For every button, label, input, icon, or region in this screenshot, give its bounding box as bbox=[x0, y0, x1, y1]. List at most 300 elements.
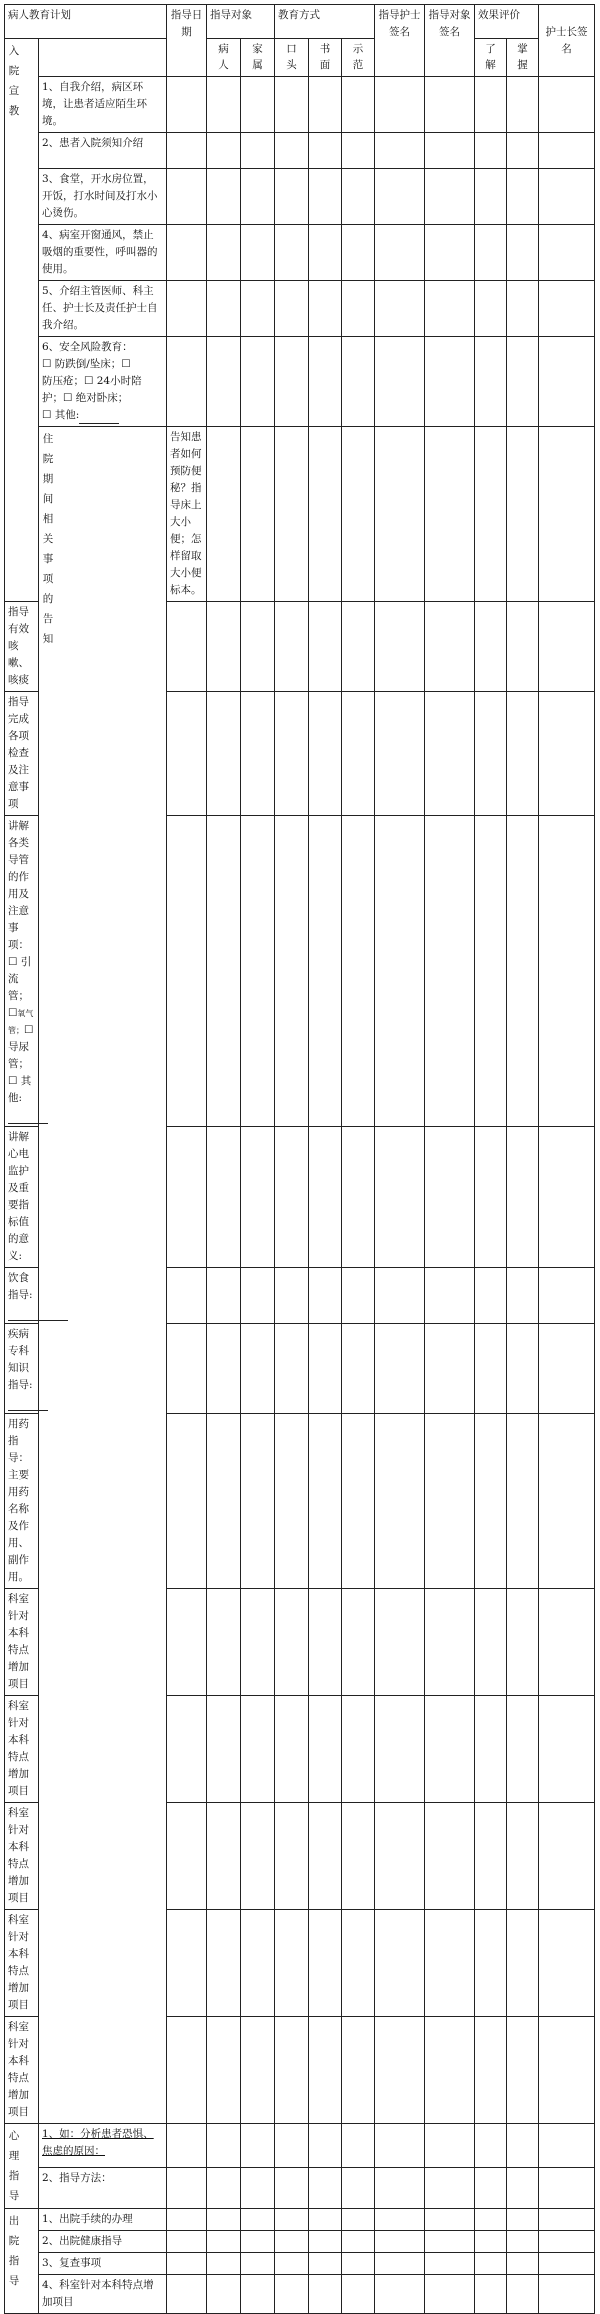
empty-cell bbox=[275, 2209, 309, 2231]
empty-cell bbox=[425, 1268, 475, 1324]
item-c1: 1、如：分析患者恐惧、焦虑的原因： bbox=[39, 2124, 167, 2168]
empty-cell bbox=[342, 1324, 375, 1414]
empty-cell bbox=[275, 1324, 309, 1414]
empty-cell bbox=[207, 1910, 241, 2017]
empty-cell bbox=[539, 2231, 595, 2253]
empty-cell bbox=[167, 1589, 207, 1696]
empty-cell bbox=[167, 1268, 207, 1324]
item-a6-line2: 防压疮；☐ 24小时陪 bbox=[42, 375, 142, 387]
empty-cell bbox=[207, 1268, 241, 1324]
empty-cell bbox=[241, 1324, 275, 1414]
empty-cell bbox=[475, 337, 507, 427]
empty-cell bbox=[342, 2231, 375, 2253]
empty-cell bbox=[241, 692, 275, 816]
item-a3: 3、食堂，开水房位置，开饭，打水时间及打水小心烫伤。 bbox=[39, 169, 167, 225]
empty-cell bbox=[507, 1803, 539, 1910]
section-admission: 入院宣教 bbox=[5, 39, 39, 602]
empty-cell bbox=[167, 2167, 207, 2208]
empty-cell bbox=[375, 816, 425, 1127]
empty-cell bbox=[475, 2231, 507, 2253]
item-b4-line2a: 管；☐ bbox=[8, 990, 29, 1019]
empty-cell bbox=[167, 1910, 207, 2017]
empty-cell bbox=[425, 1589, 475, 1696]
empty-cell bbox=[539, 1268, 595, 1324]
empty-cell bbox=[241, 225, 275, 281]
empty-cell bbox=[539, 1803, 595, 1910]
empty-cell bbox=[167, 2209, 207, 2231]
empty-cell bbox=[207, 225, 241, 281]
section-during-stay: 住院期间相关事项的告知 bbox=[39, 427, 167, 2124]
empty-cell bbox=[167, 225, 207, 281]
empty-cell bbox=[241, 281, 275, 337]
empty-cell bbox=[342, 816, 375, 1127]
empty-cell bbox=[241, 2017, 275, 2124]
empty-cell bbox=[342, 337, 375, 427]
empty-cell bbox=[375, 692, 425, 816]
item-d2: 2、出院健康指导 bbox=[39, 2231, 167, 2253]
empty-cell bbox=[475, 77, 507, 133]
empty-cell bbox=[342, 2253, 375, 2275]
empty-cell bbox=[375, 77, 425, 133]
empty-cell bbox=[342, 1589, 375, 1696]
empty-cell bbox=[507, 2231, 539, 2253]
empty-cell bbox=[375, 1696, 425, 1803]
empty-cell bbox=[475, 2167, 507, 2208]
empty-cell bbox=[539, 169, 595, 225]
empty-cell bbox=[507, 1589, 539, 1696]
patient-education-table bbox=[4, 4, 595, 2314]
empty-cell bbox=[425, 1414, 475, 1589]
empty-cell bbox=[507, 2209, 539, 2231]
header-sub-patient: 病人 bbox=[207, 39, 241, 77]
item-b7: 疾病专科知识指导: bbox=[5, 1324, 39, 1414]
item-b1: 告知患者如何预防便秘？指导床上大小便；怎样留取大小便标本。 bbox=[167, 427, 207, 602]
empty-cell bbox=[167, 1127, 207, 1268]
empty-cell bbox=[167, 2253, 207, 2275]
empty-cell bbox=[375, 281, 425, 337]
empty-cell bbox=[241, 2124, 275, 2168]
empty-cell bbox=[241, 1268, 275, 1324]
empty-cell bbox=[375, 1324, 425, 1414]
empty-cell bbox=[167, 2231, 207, 2253]
empty-cell bbox=[275, 1414, 309, 1589]
empty-cell bbox=[475, 2124, 507, 2168]
item-a4: 4、病室开窗通风，禁止吸烟的重要性，呼叫器的使用。 bbox=[39, 225, 167, 281]
header-sub-master: 掌握 bbox=[507, 39, 539, 77]
item-b10: 科室针对本科特点增加项目 bbox=[5, 1696, 39, 1803]
empty-cell bbox=[241, 816, 275, 1127]
empty-cell bbox=[425, 2209, 475, 2231]
empty-cell bbox=[507, 1696, 539, 1803]
empty-cell bbox=[475, 1324, 507, 1414]
empty-cell bbox=[342, 281, 375, 337]
header-nurse-sign: 指导护士签名 bbox=[375, 5, 425, 77]
item-b3: 指导完成各项检查及注意事项 bbox=[5, 692, 39, 816]
empty-cell bbox=[207, 77, 241, 133]
section-psych: 心理指导 bbox=[5, 2124, 39, 2209]
empty-cell bbox=[539, 225, 595, 281]
empty-cell bbox=[375, 1803, 425, 1910]
empty-cell bbox=[167, 816, 207, 1127]
empty-cell bbox=[275, 2167, 309, 2208]
empty-cell bbox=[342, 225, 375, 281]
empty-cell bbox=[342, 692, 375, 816]
empty-cell bbox=[375, 169, 425, 225]
empty-cell bbox=[309, 692, 342, 816]
empty-cell bbox=[207, 816, 241, 1127]
empty-cell bbox=[507, 2253, 539, 2275]
header-sub-family: 家属 bbox=[241, 39, 275, 77]
empty-cell bbox=[375, 225, 425, 281]
empty-cell bbox=[425, 2167, 475, 2208]
empty-cell bbox=[425, 1696, 475, 1803]
empty-cell bbox=[375, 133, 425, 169]
empty-cell bbox=[507, 1414, 539, 1589]
empty-cell bbox=[342, 2275, 375, 2314]
empty-cell bbox=[539, 1414, 595, 1589]
empty-cell bbox=[475, 2275, 507, 2314]
empty-cell bbox=[507, 2275, 539, 2314]
empty-cell bbox=[507, 2167, 539, 2208]
empty-cell bbox=[425, 692, 475, 816]
empty-cell bbox=[167, 1414, 207, 1589]
header-guide-date: 指导日期 bbox=[167, 5, 207, 77]
item-d3: 3、复查事项 bbox=[39, 2253, 167, 2275]
empty-cell bbox=[241, 2209, 275, 2231]
empty-cell bbox=[375, 337, 425, 427]
empty-cell bbox=[539, 281, 595, 337]
empty-cell bbox=[342, 427, 375, 602]
empty-cell bbox=[309, 337, 342, 427]
empty-cell bbox=[275, 692, 309, 816]
empty-cell bbox=[275, 816, 309, 1127]
empty-cell bbox=[375, 1268, 425, 1324]
empty-cell bbox=[309, 427, 342, 602]
empty-cell bbox=[375, 2017, 425, 2124]
empty-cell bbox=[275, 225, 309, 281]
item-a1: 1、自我介绍，病区环境，让患者适应陌生环境。 bbox=[39, 77, 167, 133]
empty-cell bbox=[342, 602, 375, 692]
item-a6 bbox=[39, 337, 167, 427]
empty-cell bbox=[241, 602, 275, 692]
item-b8: 用药指导：主要用药名称及作用、副作用。 bbox=[5, 1414, 39, 1589]
empty-cell bbox=[309, 1803, 342, 1910]
item-b5: 讲解心电监护及重要指标值的意义: bbox=[5, 1127, 39, 1268]
empty-cell bbox=[309, 2167, 342, 2208]
empty-cell bbox=[241, 1127, 275, 1268]
empty-cell bbox=[375, 2209, 425, 2231]
empty-cell bbox=[167, 1696, 207, 1803]
item-a6-other: ☐ 其他: bbox=[42, 409, 80, 421]
item-b4-line1: 讲解各类导管的作用及注意事项：☐ 引流 bbox=[8, 820, 32, 985]
empty-cell bbox=[507, 1268, 539, 1324]
empty-cell bbox=[507, 1910, 539, 2017]
empty-cell bbox=[507, 169, 539, 225]
empty-cell bbox=[167, 602, 207, 692]
empty-cell bbox=[539, 77, 595, 133]
empty-cell bbox=[167, 281, 207, 337]
empty-cell bbox=[207, 692, 241, 816]
empty-cell bbox=[167, 133, 207, 169]
empty-cell bbox=[241, 169, 275, 225]
empty-cell bbox=[507, 692, 539, 816]
fill-in-blank bbox=[79, 411, 119, 424]
empty-cell bbox=[241, 77, 275, 133]
item-a6-title: 6、安全风险教育： bbox=[42, 341, 133, 353]
empty-cell bbox=[309, 816, 342, 1127]
empty-cell bbox=[539, 133, 595, 169]
empty-cell bbox=[241, 2275, 275, 2314]
empty-cell bbox=[539, 1324, 595, 1414]
empty-cell bbox=[309, 1589, 342, 1696]
empty-cell bbox=[539, 1696, 595, 1803]
empty-cell bbox=[275, 281, 309, 337]
empty-cell bbox=[342, 2209, 375, 2231]
item-d1: 1、出院手续的办理 bbox=[39, 2209, 167, 2231]
empty-cell bbox=[475, 225, 507, 281]
empty-cell bbox=[342, 2167, 375, 2208]
empty-cell bbox=[207, 1696, 241, 1803]
empty-cell bbox=[275, 1696, 309, 1803]
empty-cell bbox=[425, 602, 475, 692]
empty-cell bbox=[207, 133, 241, 169]
item-a6-line1: ☐ 防跌倒/坠床；☐ bbox=[42, 358, 131, 370]
empty-cell bbox=[207, 337, 241, 427]
empty-cell bbox=[207, 2209, 241, 2231]
empty-cell bbox=[241, 1589, 275, 1696]
empty-cell bbox=[275, 1910, 309, 2017]
empty-cell bbox=[475, 2253, 507, 2275]
empty-cell bbox=[207, 427, 241, 602]
empty-cell bbox=[309, 1910, 342, 2017]
empty-cell bbox=[507, 1324, 539, 1414]
empty-cell bbox=[342, 1910, 375, 2017]
empty-cell bbox=[309, 77, 342, 133]
empty-cell bbox=[475, 1268, 507, 1324]
empty-cell bbox=[425, 2275, 475, 2314]
empty-cell bbox=[539, 2124, 595, 2168]
empty-cell bbox=[275, 1589, 309, 1696]
empty-cell bbox=[475, 2209, 507, 2231]
header-sub-oral: 口头 bbox=[275, 39, 309, 77]
item-b4-line2b: 氧气管； bbox=[8, 1009, 34, 1035]
empty-cell bbox=[207, 1803, 241, 1910]
empty-cell bbox=[425, 427, 475, 602]
empty-cell bbox=[539, 2209, 595, 2231]
empty-cell bbox=[241, 1414, 275, 1589]
empty-cell bbox=[275, 2124, 309, 2168]
empty-cell bbox=[275, 1803, 309, 1910]
empty-cell bbox=[342, 2124, 375, 2168]
empty-cell bbox=[167, 77, 207, 133]
item-a5: 5、介绍主管医师、科主任、护士长及责任护士自我介绍。 bbox=[39, 281, 167, 337]
empty-cell bbox=[241, 1803, 275, 1910]
empty-cell bbox=[275, 2253, 309, 2275]
header-head-nurse-sign: 护士长签名 bbox=[539, 5, 595, 77]
empty-cell bbox=[275, 2231, 309, 2253]
empty-cell bbox=[342, 1127, 375, 1268]
empty-cell bbox=[425, 2253, 475, 2275]
empty-cell bbox=[475, 427, 507, 602]
empty-cell bbox=[275, 2275, 309, 2314]
header-sub-demo: 示范 bbox=[342, 39, 375, 77]
empty-cell bbox=[425, 225, 475, 281]
empty-cell bbox=[539, 427, 595, 602]
empty-cell bbox=[207, 2275, 241, 2314]
empty-cell bbox=[475, 816, 507, 1127]
item-b4 bbox=[5, 816, 39, 1127]
empty-cell bbox=[167, 2124, 207, 2168]
empty-cell bbox=[375, 2275, 425, 2314]
empty-cell bbox=[475, 281, 507, 337]
empty-cell bbox=[309, 2209, 342, 2231]
item-d4: 4、科室针对本科特点增加项目 bbox=[39, 2275, 167, 2314]
empty-cell bbox=[241, 2231, 275, 2253]
item-b2: 指导有效咳嗽、咳痰 bbox=[5, 602, 39, 692]
empty-cell bbox=[207, 281, 241, 337]
empty-cell bbox=[241, 427, 275, 602]
empty-cell bbox=[507, 816, 539, 1127]
header-sub-written: 书面 bbox=[309, 39, 342, 77]
item-b4-line3: 管；☐ 其他: bbox=[8, 1058, 32, 1104]
empty-cell bbox=[475, 1910, 507, 2017]
empty-cell bbox=[475, 133, 507, 169]
empty-cell bbox=[475, 2017, 507, 2124]
empty-cell bbox=[241, 1696, 275, 1803]
empty-cell bbox=[507, 427, 539, 602]
empty-cell bbox=[507, 133, 539, 169]
empty-cell bbox=[539, 1127, 595, 1268]
empty-cell bbox=[309, 1268, 342, 1324]
empty-cell bbox=[342, 1803, 375, 1910]
empty-cell bbox=[475, 1127, 507, 1268]
empty-cell bbox=[275, 2017, 309, 2124]
empty-cell bbox=[207, 1324, 241, 1414]
item-a2: 2、患者入院须知介绍 bbox=[39, 133, 167, 169]
section-discharge: 出院指导 bbox=[5, 2209, 39, 2314]
empty-cell bbox=[207, 1414, 241, 1589]
header-edu-method: 教育方式 bbox=[275, 5, 375, 39]
empty-cell bbox=[241, 337, 275, 427]
empty-cell bbox=[425, 1910, 475, 2017]
empty-cell bbox=[342, 1268, 375, 1324]
fill-in-blank bbox=[8, 1398, 48, 1411]
empty-cell bbox=[539, 2275, 595, 2314]
empty-cell bbox=[309, 2124, 342, 2168]
empty-cell bbox=[539, 692, 595, 816]
empty-cell bbox=[475, 1696, 507, 1803]
empty-cell bbox=[275, 77, 309, 133]
empty-cell bbox=[475, 602, 507, 692]
empty-cell bbox=[241, 2253, 275, 2275]
empty-cell bbox=[425, 2017, 475, 2124]
item-b4-line2c: ☐ 导尿 bbox=[8, 1024, 34, 1053]
empty-cell bbox=[507, 2124, 539, 2168]
empty-cell bbox=[507, 1127, 539, 1268]
empty-cell bbox=[475, 1414, 507, 1589]
empty-cell bbox=[167, 692, 207, 816]
empty-cell bbox=[507, 337, 539, 427]
header-plan: 病人教育计划 bbox=[5, 5, 167, 39]
fill-in-blank bbox=[8, 1111, 48, 1124]
header-blank bbox=[39, 39, 167, 77]
empty-cell bbox=[167, 2017, 207, 2124]
empty-cell bbox=[375, 2124, 425, 2168]
empty-cell bbox=[425, 133, 475, 169]
empty-cell bbox=[375, 427, 425, 602]
empty-cell bbox=[309, 169, 342, 225]
empty-cell bbox=[475, 692, 507, 816]
empty-cell bbox=[275, 337, 309, 427]
empty-cell bbox=[207, 2017, 241, 2124]
empty-cell bbox=[275, 602, 309, 692]
item-b12: 科室针对本科特点增加项目 bbox=[5, 1910, 39, 2017]
empty-cell bbox=[275, 1268, 309, 1324]
empty-cell bbox=[539, 1910, 595, 2017]
empty-cell bbox=[475, 1803, 507, 1910]
empty-cell bbox=[425, 816, 475, 1127]
empty-cell bbox=[539, 602, 595, 692]
empty-cell bbox=[539, 2167, 595, 2208]
empty-cell bbox=[375, 1414, 425, 1589]
empty-cell bbox=[425, 169, 475, 225]
empty-cell bbox=[475, 1589, 507, 1696]
empty-cell bbox=[375, 1589, 425, 1696]
empty-cell bbox=[425, 1127, 475, 1268]
item-a6-line3: 护；☐ 绝对卧床； bbox=[42, 392, 129, 404]
empty-cell bbox=[375, 2253, 425, 2275]
empty-cell bbox=[167, 169, 207, 225]
empty-cell bbox=[309, 602, 342, 692]
empty-cell bbox=[375, 1910, 425, 2017]
empty-cell bbox=[507, 225, 539, 281]
empty-cell bbox=[207, 2231, 241, 2253]
empty-cell bbox=[309, 1324, 342, 1414]
item-b6: 饮食指导: bbox=[5, 1268, 39, 1324]
item-b11: 科室针对本科特点增加项目 bbox=[5, 1803, 39, 1910]
empty-cell bbox=[425, 1324, 475, 1414]
header-guide-target: 指导对象 bbox=[207, 5, 275, 39]
empty-cell bbox=[241, 1910, 275, 2017]
empty-cell bbox=[275, 169, 309, 225]
empty-cell bbox=[207, 2167, 241, 2208]
empty-cell bbox=[375, 2167, 425, 2208]
empty-cell bbox=[207, 602, 241, 692]
empty-cell bbox=[207, 169, 241, 225]
empty-cell bbox=[167, 1324, 207, 1414]
empty-cell bbox=[425, 2124, 475, 2168]
empty-cell bbox=[309, 1696, 342, 1803]
empty-cell bbox=[425, 281, 475, 337]
empty-cell bbox=[539, 1589, 595, 1696]
empty-cell bbox=[375, 1127, 425, 1268]
empty-cell bbox=[507, 281, 539, 337]
item-c2: 2、指导方法： bbox=[39, 2167, 167, 2208]
item-b13: 科室针对本科特点增加项目 bbox=[5, 2017, 39, 2124]
empty-cell bbox=[207, 1127, 241, 1268]
empty-cell bbox=[207, 1589, 241, 1696]
empty-cell bbox=[342, 1696, 375, 1803]
empty-cell bbox=[375, 2231, 425, 2253]
empty-cell bbox=[342, 2017, 375, 2124]
empty-cell bbox=[425, 1803, 475, 1910]
empty-cell bbox=[539, 2253, 595, 2275]
empty-cell bbox=[207, 2253, 241, 2275]
fill-in-blank bbox=[8, 1308, 68, 1321]
empty-cell bbox=[342, 133, 375, 169]
empty-cell bbox=[167, 1803, 207, 1910]
empty-cell bbox=[167, 337, 207, 427]
